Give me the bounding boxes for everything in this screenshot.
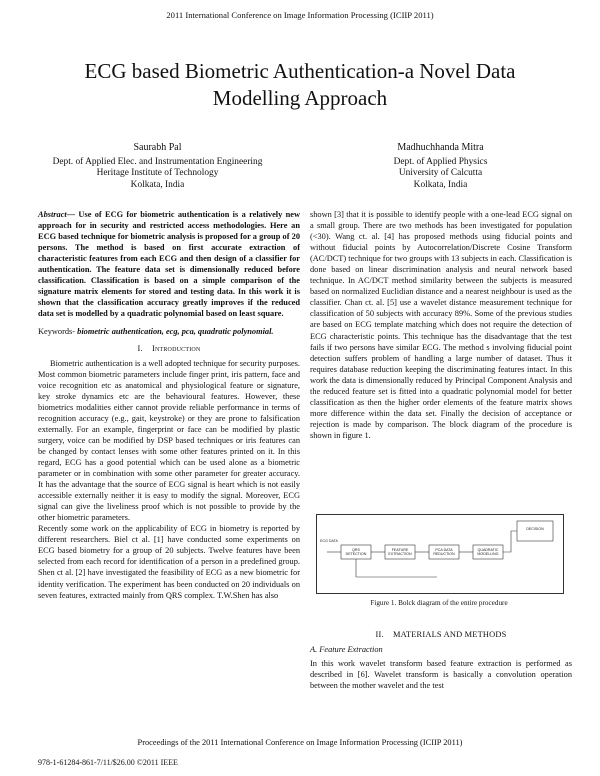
section-title: MATERIALS AND METHODS	[392, 630, 507, 639]
keywords-text: biometric authentication, ecg, pca, quadratic polynomial.	[75, 327, 274, 337]
conference-header: 2011 International Conference on Image Information Processing (ICIIP 2011)	[166, 10, 434, 20]
title-line-2: Modelling Approach	[212, 86, 388, 110]
author-block-2	[318, 142, 563, 191]
right-paragraph-1: shown [3] that it is possible to identify people with a one-lead ECG signal on a small group. There are two methods has been investigated for population (<30). Wang ct. al. [4] has proposed methods using fiducial points and without fiducial points by Autocorrelation/Discrete Cosine Transform (AC/DCT) technique for two groups with 13 subjects in each. Classification is done based on linear discrimination analysis and neural network based technique. In AC/DCT method similarity between the subjects is measured based on normalized Euclidian distance and a nearest neighbour is used as the classifier. Chan ct. al. [5] use a wavelet distance measurement technique for classification of 50 subjects with accuracy 89%. Some of the previous studies are based on ECG template matching which does not require the detection of ECG characteristic points. This technique has the disadvantage that the test fails if two persons have similar ECG. The method s involving fiducial point detection suffers problem of handling a large number of dataset. Thus it requires database reduction keeping the discriminating features intact. In this work the data is dimensionally reduced by Principal Component Analysis and the reduced feature set is fitted into a quadratic polynomial model for better classification as then the higher order elements of the feature matrix shows more difference within the data set. Finally the decision of acceptance or rejection is made by comparison. The block diagram of the procedure is shown in figure 1.	[310, 210, 572, 440]
label-qrs: QRS DETECTION	[345, 548, 367, 556]
block-decision	[517, 521, 553, 541]
author-block-1	[30, 142, 285, 191]
author-dept: Dept. of Applied Elec. and Instrumentation Engineering	[52, 156, 263, 167]
label-quadratic: QUADRATIC MODELLING	[477, 548, 499, 556]
author-institute: Heritage Institute of Technology	[96, 168, 219, 178]
footer-isbn: 978-1-61284-861-7/11/$26.00 ©2011 IEEE	[38, 758, 178, 767]
abstract	[38, 209, 300, 319]
keywords	[38, 326, 300, 337]
section-number: II.	[375, 630, 384, 639]
label-pca: PCA DATA REDUCTION	[433, 548, 455, 556]
methods-paragraph-1: In this work wavelet transform based feature extraction is performed as described in [6]. Wavelet transform is basically a convolution operation between the mother wavelet and the test	[310, 659, 572, 691]
figure-1-caption: Figure 1. Bolck diagram of the entire procedure	[370, 599, 508, 607]
section-heading-introduction	[38, 343, 300, 354]
paper-title	[40, 58, 560, 112]
section-heading-materials	[310, 629, 572, 640]
abstract-text: Use of ECG for biometric authentication is a relatively new approach for in security and restricted access methodologies. Here an ECG based technique for biometric analysis is proposed for a group of 20 persons. The method is based on first accurate extraction of characteristic features from each ECG and then design of a classifier for authentication. The feature data set is dimensionally reduced before classification. Classification is based on a simple comparison of the signature matrix elements for stored and testing data. In this work it is shown that the classification accuracy greatly improves if the reduced data set is modelled by a quadratic polynomial based on least square.	[38, 210, 300, 319]
author-institute: University of Calcutta	[398, 168, 483, 178]
author-name: Saurabh Pal	[133, 142, 182, 153]
author-city: Kolkata, India	[413, 179, 468, 190]
title-line-1: ECG based Biometric Authentication-a Novel Data	[84, 59, 516, 83]
keywords-label: Keywords-	[38, 327, 76, 337]
author-city: Kolkata, India	[130, 179, 185, 190]
subsection-heading: A. Feature Extraction	[310, 645, 383, 655]
intro-paragraph-2: Recently some work on the applicability of ECG in biometry is reported by different researchers. Biel ct al. [1] have conducted some experiments on ECG based biometry for a group of 20 subjects. Twelve features have been selected from each record for identification of a person in a predefined group. Shen ct al. [2] have investigated the feasibility of ECG as a new biometric for identity verification. The experiment has been conducted on 20 individuals on seven features, extracted mainly from QRS complex. T.W.Shen has also	[38, 524, 300, 600]
abstract-lead: Abstract—	[38, 210, 76, 219]
label-decision: DECISION	[526, 527, 544, 531]
right-column-top	[310, 209, 572, 441]
figure-1-block-diagram	[316, 514, 564, 594]
label-feature: FEATURE EXTRACTION	[388, 548, 412, 556]
author-name: Madhuchhanda Mitra	[397, 142, 484, 153]
author-dept: Dept. of Applied Physics	[393, 156, 488, 167]
left-column	[38, 209, 300, 601]
intro-paragraph-1: Biometric authentication is a well adopted technique for security purposes. Most common biometric parameters include finger print, iris pattern, face and voice recognition etc as anatomical and physiological feature or signature, key stroke dynamics etc are the behavioural features. However, these biometrics modalities either cannot provide reliable performance in terms of recognition accuracy (e.g., gait, keystroke) or they are prone to falsification externally. For an example, fingerprint or face can be modified by plastic surgery, voice can be modified by DSP based techniques or iris features can be changed by contact lenses with some other features printed on it. In this regard, ECG has a good potential which can be used alone as a biometric parameter or in combination with some other parameter for greater accuracy. It has the advantage that the source of ECG signal is heart which is not easily accessible externally neither it is easy to modify the signal. Moreover, ECG signal can give the liveliness proof which is not possible to provide by the other biometric parameters.	[38, 358, 300, 523]
section-number: I.	[137, 343, 143, 353]
label-ecg-data: ECG DATA	[320, 539, 338, 543]
right-column-bottom	[310, 624, 572, 691]
arrow-5	[503, 531, 517, 552]
footer-proceedings: Proceedings of the 2011 International Conference on Image Information Processing (ICIIP 2011)	[137, 738, 463, 747]
section-title: Introduction	[151, 343, 201, 353]
